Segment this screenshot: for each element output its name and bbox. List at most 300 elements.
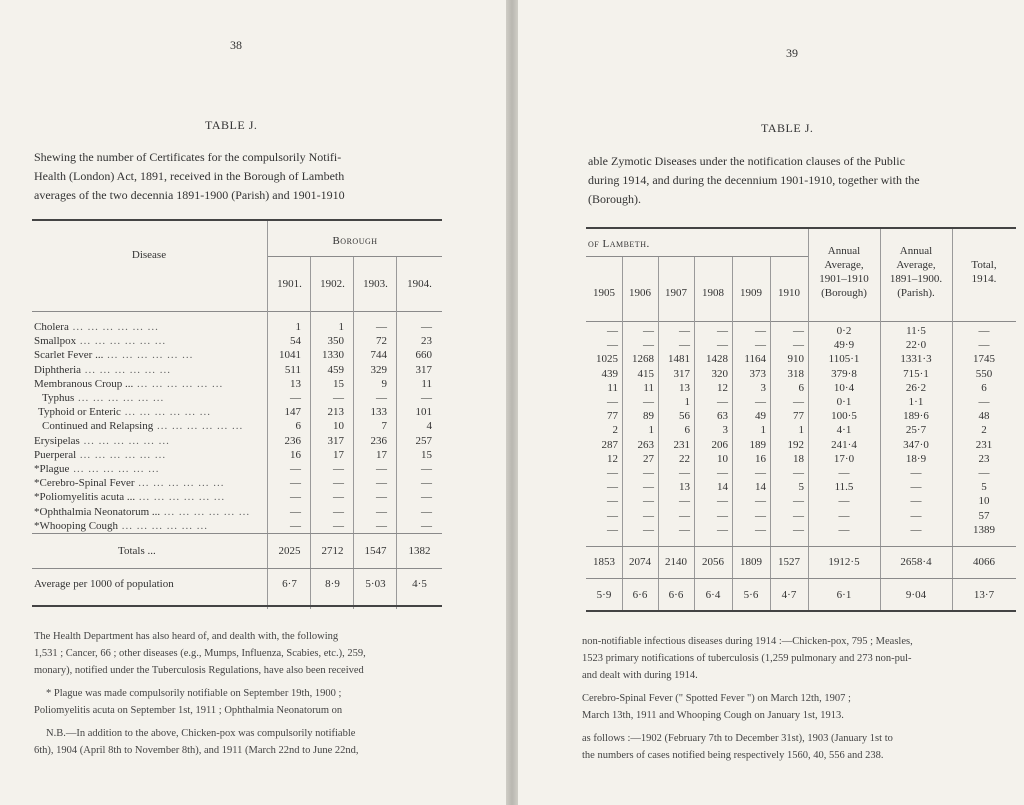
table-cell: 14 bbox=[717, 481, 728, 494]
table-cell: 1331·3 bbox=[900, 353, 932, 366]
table-cell: 1745 bbox=[973, 353, 995, 366]
table-cell: — bbox=[290, 463, 301, 475]
table-cell: — bbox=[838, 467, 850, 479]
table-cell: 26·2 bbox=[905, 381, 927, 394]
table-cell: 13 bbox=[679, 381, 690, 394]
table-cell: — bbox=[376, 477, 387, 490]
note-line: monary), notified under the Tuberculosis Regulations, have also been received bbox=[34, 665, 364, 676]
table-cell: — bbox=[755, 495, 766, 508]
table-cell: 63 bbox=[717, 410, 728, 423]
header-bottom-rule-left bbox=[32, 311, 442, 312]
of-lambeth-header: of Lambeth. bbox=[588, 238, 650, 250]
totals-cell: 1912·5 bbox=[828, 556, 860, 568]
table-cell: — bbox=[978, 325, 990, 337]
table-cell: — bbox=[421, 392, 432, 404]
table-cell: — bbox=[376, 392, 387, 404]
table-cell: 660 bbox=[415, 349, 432, 362]
table-cell: 13 bbox=[290, 377, 301, 390]
table-cell: 192 bbox=[787, 438, 804, 451]
disease-name: Typhus bbox=[42, 392, 75, 404]
disease-name: *Poliomyelitis acuta ... bbox=[34, 491, 136, 504]
table-cell: 48 bbox=[978, 410, 990, 423]
table-cell: 100·5 bbox=[831, 410, 857, 423]
table-row-label bbox=[34, 491, 264, 503]
table-cell: 77 bbox=[607, 410, 618, 423]
disease-name: Continued and Relapsing bbox=[42, 420, 154, 433]
year-header: 1907 bbox=[665, 287, 687, 299]
table-cell: — bbox=[793, 495, 804, 508]
leader-dots: ... ... ... ... ... ... bbox=[103, 349, 194, 362]
table-cell: — bbox=[421, 519, 432, 532]
table-row-label bbox=[34, 520, 264, 532]
table-cell: 147 bbox=[284, 406, 301, 419]
table-cell: — bbox=[755, 325, 766, 337]
totals-label: Totals ... bbox=[118, 545, 156, 557]
table-cell: 27 bbox=[643, 452, 654, 465]
table-cell: 459 bbox=[327, 363, 344, 376]
table-cell: — bbox=[643, 396, 654, 408]
header-line: 1914. bbox=[971, 273, 997, 285]
disease-name: Cholera bbox=[34, 321, 69, 333]
average-cell: 4·7 bbox=[781, 589, 797, 601]
table-cell: 10 bbox=[333, 420, 344, 433]
disease-name: *Whooping Cough bbox=[34, 519, 119, 532]
note-line: The Health Department has also heard of, and dealth with, the following bbox=[34, 631, 339, 642]
table-cell: 18 bbox=[793, 452, 804, 465]
totals-cell: 2025 bbox=[278, 545, 301, 557]
table-cell: — bbox=[643, 467, 654, 479]
note-line: Poliomyelitis acuta on September 1st, 1911 ; Ophthalmia Neonatorum on bbox=[34, 705, 343, 716]
table-cell: 0·2 bbox=[836, 325, 852, 337]
table-cell: — bbox=[910, 509, 922, 522]
table-cell: — bbox=[607, 481, 618, 494]
note-line: * Plague was made compulsorily notifiable on September 19th, 1900 ; bbox=[46, 688, 342, 699]
average-cell: 6·6 bbox=[668, 589, 684, 601]
table-cell: 231 bbox=[673, 438, 690, 451]
table-cell: — bbox=[679, 325, 690, 337]
table-cell: — bbox=[376, 463, 387, 475]
table-cell: 15 bbox=[421, 448, 432, 461]
table-cell: 54 bbox=[290, 335, 301, 348]
table-row-label bbox=[34, 435, 264, 447]
table-row-label bbox=[42, 392, 272, 404]
table-cell: — bbox=[717, 467, 728, 479]
note-line: March 13th, 1911 and Whooping Cough on January 1st, 1913. bbox=[582, 710, 844, 721]
table-cell: 1105·1 bbox=[828, 353, 860, 366]
table-cell: 49·9 bbox=[833, 339, 855, 352]
disease-name: Typhoid or Enteric bbox=[38, 406, 121, 419]
leader-dots: ... ... ... ... ... ... bbox=[81, 363, 172, 376]
note-line: 1,531 ; Cancer, 66 ; other diseases (e.g., Mumps, Influenza, Scabies, etc.), 259, bbox=[34, 648, 366, 659]
borough-underline bbox=[267, 256, 442, 257]
table-cell: — bbox=[376, 519, 387, 532]
totals-cell: 2140 bbox=[665, 556, 687, 568]
average-cell: 5·6 bbox=[743, 589, 759, 601]
table-row-label bbox=[34, 506, 264, 518]
table-cell: 10·4 bbox=[833, 381, 855, 394]
table-cell: 1 bbox=[798, 424, 804, 437]
table-cell: — bbox=[643, 339, 654, 352]
table-cell: 318 bbox=[787, 367, 804, 380]
table-cell: 4 bbox=[426, 420, 432, 433]
intro-line-1: able Zymotic Diseases under the notification clauses of the Public bbox=[588, 154, 905, 168]
leader-dots: ... ... ... ... ... ... bbox=[68, 321, 159, 333]
table-cell: — bbox=[290, 392, 301, 404]
table-cell: — bbox=[755, 467, 766, 479]
average-cell: 6·1 bbox=[836, 589, 852, 601]
leader-dots: ... ... ... ... ... ... bbox=[120, 406, 211, 419]
year-header: 1908 bbox=[702, 287, 724, 299]
disease-name: Scarlet Fever ... bbox=[34, 349, 104, 362]
table-cell: 1 bbox=[684, 396, 690, 408]
table-cell: — bbox=[607, 509, 618, 522]
disease-header: Disease bbox=[131, 249, 167, 261]
table-row-label bbox=[34, 364, 264, 376]
table-cell: — bbox=[838, 495, 850, 508]
table-cell: 263 bbox=[637, 438, 654, 451]
table-cell: 101 bbox=[415, 406, 432, 419]
header-line: Annual bbox=[899, 245, 933, 257]
table-cell: 11·5 bbox=[906, 325, 926, 337]
right-page bbox=[518, 0, 1024, 805]
table-cell: — bbox=[421, 463, 432, 475]
table-cell: — bbox=[333, 505, 344, 518]
table-cell: 347·0 bbox=[903, 438, 929, 451]
note-line: Cerebro-Spinal Fever (" Spotted Fever ") on March 12th, 1907 ; bbox=[582, 693, 851, 704]
table-cell: 17 bbox=[333, 448, 344, 461]
table-cell: 715·1 bbox=[903, 367, 929, 380]
table-cell: 1164 bbox=[744, 353, 766, 366]
intro-line-2: during 1914, and during the decennium 1901-1910, together with the bbox=[588, 173, 920, 187]
totals-top-rule-left bbox=[32, 533, 442, 534]
table-cell: 15 bbox=[333, 377, 344, 390]
table-cell: — bbox=[717, 509, 728, 522]
average-cell: 6·7 bbox=[282, 578, 297, 590]
year-header: 1906 bbox=[629, 287, 651, 299]
average-top-rule-right bbox=[586, 578, 1016, 579]
year-header: 1910 bbox=[778, 287, 800, 299]
table-row-label bbox=[34, 463, 264, 475]
table-cell: — bbox=[421, 477, 432, 490]
table-cell: — bbox=[793, 325, 804, 337]
disease-name: Erysipelas bbox=[34, 434, 80, 447]
table-cell: — bbox=[607, 325, 618, 337]
leader-dots: ... ... ... ... ... ... bbox=[118, 519, 209, 532]
table-cell: 1428 bbox=[706, 353, 728, 366]
disease-name: Puerperal bbox=[34, 448, 77, 461]
table-cell: 379·8 bbox=[831, 367, 857, 380]
table-cell: 25·7 bbox=[905, 424, 927, 437]
year-header: 1904. bbox=[407, 278, 432, 290]
header-line: Average, bbox=[896, 259, 936, 271]
table-cell: 11 bbox=[643, 381, 654, 394]
page-number-left: 38 bbox=[230, 38, 242, 52]
table-cell: 320 bbox=[711, 367, 728, 380]
table-cell: — bbox=[717, 523, 728, 536]
totals-cell: 2056 bbox=[702, 556, 724, 568]
table-cell: 744 bbox=[370, 349, 387, 362]
note-line: 6th), 1904 (April 8th to November 8th), and 1911 (March 22nd to June 22nd, bbox=[34, 745, 359, 756]
average-cell: 5·9 bbox=[596, 589, 612, 601]
totals-cell: 1527 bbox=[778, 556, 800, 568]
note-line: as follows :—1902 (February 7th to December 31st), 1903 (January 1st to bbox=[582, 733, 893, 744]
table-cell: 133 bbox=[370, 406, 387, 419]
table-cell: 13 bbox=[679, 481, 690, 494]
table-cell: 56 bbox=[679, 410, 690, 423]
table-cell: 1389 bbox=[973, 523, 995, 536]
table-cell: — bbox=[333, 491, 344, 504]
table-cell: — bbox=[376, 505, 387, 518]
totals-cell: 1547 bbox=[364, 545, 387, 557]
book-gutter bbox=[506, 0, 518, 805]
header-line: Annual bbox=[827, 245, 861, 257]
disease-name: *Ophthalmia Neonatorum ... bbox=[34, 505, 161, 518]
table-cell: 241·4 bbox=[831, 438, 857, 451]
table-cell: 12 bbox=[607, 452, 618, 465]
table-cell: 2 bbox=[612, 424, 618, 437]
note-line: N.B.—In addition to the above, Chicken-pox was compulsorily notifiable bbox=[46, 728, 356, 739]
table-cell: — bbox=[978, 339, 990, 352]
table-cell: — bbox=[607, 523, 618, 536]
borough-header: Borough bbox=[332, 235, 378, 247]
leader-dots: ... ... ... ... ... ... bbox=[160, 505, 251, 518]
table-cell: — bbox=[607, 495, 618, 508]
table-cell: 14 bbox=[755, 481, 766, 494]
totals-cell: 2658·4 bbox=[900, 556, 932, 568]
table-cell: — bbox=[679, 523, 690, 536]
table-cell: — bbox=[793, 396, 804, 408]
table-cell: 1481 bbox=[668, 353, 690, 366]
table-cell: 213 bbox=[327, 406, 344, 419]
table-cell: — bbox=[717, 396, 728, 408]
totals-cell: 1853 bbox=[593, 556, 615, 568]
table-row-label bbox=[34, 449, 264, 461]
table-cell: 49 bbox=[755, 410, 766, 423]
average-cell: 5·03 bbox=[365, 578, 386, 590]
table-cell: — bbox=[643, 325, 654, 337]
table-cell: — bbox=[755, 523, 766, 536]
table-cell: 189·6 bbox=[903, 410, 929, 423]
table-bottom-rule-right bbox=[586, 610, 1016, 612]
leader-dots: ... ... ... ... ... ... bbox=[76, 448, 167, 461]
table-cell: — bbox=[376, 321, 387, 333]
table-cell: — bbox=[793, 339, 804, 352]
year-header: 1903. bbox=[363, 278, 388, 290]
table-cell: 89 bbox=[643, 410, 654, 423]
table-cell: — bbox=[643, 495, 654, 508]
totals-cell: 2712 bbox=[321, 545, 344, 557]
table-cell: 439 bbox=[601, 367, 618, 380]
table-cell: 1330 bbox=[322, 349, 344, 362]
table-cell: 511 bbox=[284, 363, 301, 376]
table-cell: 0·1 bbox=[836, 396, 852, 408]
table-cell: 72 bbox=[376, 335, 387, 348]
intro-line-3: (Borough). bbox=[588, 192, 641, 206]
leader-dots: ... ... ... ... ... ... bbox=[133, 377, 224, 390]
leader-dots: ... ... ... ... ... ... bbox=[76, 335, 167, 348]
average-cell: 8·9 bbox=[325, 578, 340, 590]
table-row-label bbox=[34, 349, 264, 361]
average-cell: 9·04 bbox=[905, 589, 927, 601]
table-cell: — bbox=[679, 509, 690, 522]
left-page bbox=[0, 0, 506, 805]
table-cell: 16 bbox=[755, 452, 766, 465]
note-line: 1523 primary notifications of tuberculosis (1,259 pulmonary and 273 non-pul- bbox=[582, 653, 912, 664]
table-cell: — bbox=[910, 523, 922, 536]
table-cell: 1 bbox=[338, 321, 344, 333]
table-cell: — bbox=[793, 467, 804, 479]
totals-cell: 1382 bbox=[408, 545, 431, 557]
table-cell: 206 bbox=[711, 438, 728, 451]
table-cell: 7 bbox=[381, 420, 387, 433]
table-cell: — bbox=[607, 467, 618, 479]
totals-cell: 1809 bbox=[740, 556, 762, 568]
table-cell: — bbox=[978, 396, 990, 408]
table-cell: — bbox=[717, 495, 728, 508]
disease-name: Membranous Croup ... bbox=[34, 377, 134, 390]
table-cell: 1 bbox=[295, 321, 301, 333]
table-cell: 550 bbox=[975, 367, 993, 380]
leader-dots: ... ... ... ... ... ... bbox=[153, 420, 244, 433]
table-row-label bbox=[34, 477, 264, 489]
table-cell: — bbox=[290, 505, 301, 518]
year-header: 1905 bbox=[593, 287, 615, 299]
intro-line-3: averages of the two decennia 1891-1900 (Parish) and 1901-1910 bbox=[34, 188, 345, 202]
leader-dots: ... ... ... ... ... ... bbox=[69, 463, 160, 475]
average-cell: 4·5 bbox=[412, 578, 427, 590]
table-cell: — bbox=[333, 519, 344, 532]
annual-average-parish-header bbox=[880, 244, 952, 300]
table-cell: 231 bbox=[975, 438, 993, 451]
table-cell: — bbox=[679, 467, 690, 479]
table-cell: — bbox=[607, 339, 618, 352]
disease-name: *Cerebro-Spinal Fever bbox=[34, 477, 135, 490]
table-cell: 910 bbox=[787, 353, 804, 366]
table-cell: 236 bbox=[370, 434, 387, 447]
table-cell: — bbox=[607, 396, 618, 408]
table-cell: 1 bbox=[648, 424, 654, 437]
table-cell: — bbox=[421, 505, 432, 518]
table-cell: 329 bbox=[370, 363, 387, 376]
table-row-label bbox=[42, 420, 272, 432]
table-cell: 5 bbox=[981, 481, 987, 494]
table-cell: — bbox=[910, 495, 922, 508]
table-cell: 373 bbox=[749, 367, 766, 380]
leader-dots: ... ... ... ... ... ... bbox=[135, 491, 226, 504]
table-row-label bbox=[38, 406, 268, 418]
table-cell: — bbox=[376, 491, 387, 504]
table-cell: 9 bbox=[381, 377, 387, 390]
note-line: the numbers of cases notified being respectively 1560, 40, 556 and 238. bbox=[582, 750, 884, 761]
table-cell: — bbox=[838, 509, 850, 522]
table-cell: — bbox=[290, 477, 301, 490]
table-cell: 11 bbox=[421, 377, 432, 390]
disease-name: Diphtheria bbox=[34, 363, 82, 376]
table-cell: 5 bbox=[798, 481, 804, 494]
table-cell: — bbox=[717, 339, 728, 352]
header-line: 1901–1910 bbox=[819, 273, 869, 285]
table-cell: 350 bbox=[327, 335, 344, 348]
table-row-label bbox=[34, 321, 264, 333]
page-number-right: 39 bbox=[786, 46, 798, 60]
intro-line-1: Shewing the number of Certificates for the compulsorily Notifi- bbox=[34, 150, 342, 164]
table-cell: 23 bbox=[978, 452, 990, 465]
table-cell: — bbox=[755, 339, 766, 352]
table-cell: — bbox=[421, 321, 432, 333]
table-cell: 11.5 bbox=[834, 481, 854, 494]
header-line: Total, bbox=[971, 259, 997, 271]
table-cell: 1041 bbox=[279, 349, 301, 362]
table-cell: 3 bbox=[722, 424, 728, 437]
average-top-rule-left bbox=[32, 568, 442, 569]
table-cell: 10 bbox=[978, 495, 990, 508]
table-cell: — bbox=[910, 481, 922, 494]
disease-name: Smallpox bbox=[34, 335, 77, 348]
annual-average-borough-header bbox=[808, 244, 880, 300]
table-cell: 317 bbox=[673, 367, 690, 380]
table-cell: — bbox=[679, 495, 690, 508]
totals-cell: 4066 bbox=[973, 556, 995, 568]
header-line: (Borough) bbox=[821, 287, 867, 299]
table-cell: — bbox=[755, 396, 766, 408]
average-cell: 6·4 bbox=[705, 589, 721, 601]
leader-dots: ... ... ... ... ... ... bbox=[134, 477, 225, 490]
table-cell: 57 bbox=[978, 509, 990, 522]
table-cell: — bbox=[838, 523, 850, 536]
table-row-label bbox=[34, 378, 264, 390]
lambeth-underline bbox=[586, 256, 808, 257]
table-cell: 317 bbox=[415, 363, 432, 376]
table-cell: — bbox=[755, 509, 766, 522]
table-cell: 2 bbox=[981, 424, 987, 437]
table-cell: — bbox=[290, 519, 301, 532]
header-line: Average, bbox=[824, 259, 864, 271]
table-cell: — bbox=[421, 491, 432, 504]
header-line: (Parish). bbox=[897, 287, 935, 299]
table-cell: 189 bbox=[749, 438, 766, 451]
table-cell: 22 bbox=[679, 452, 690, 465]
table-title-left: TABLE J. bbox=[205, 118, 258, 132]
table-cell: 22·0 bbox=[905, 339, 927, 352]
table-cell: — bbox=[717, 325, 728, 337]
table-cell: 6 bbox=[295, 420, 301, 433]
table-cell: 6 bbox=[684, 424, 690, 437]
table-cell: — bbox=[643, 481, 654, 494]
disease-name: *Plague bbox=[34, 463, 70, 475]
table-cell: 17 bbox=[376, 448, 387, 461]
average-cell: 6·6 bbox=[632, 589, 648, 601]
table-title-right: TABLE J. bbox=[761, 121, 814, 135]
table-cell: 12 bbox=[717, 381, 728, 394]
table-cell: 3 bbox=[760, 381, 766, 394]
table-cell: — bbox=[333, 392, 344, 404]
table-cell: — bbox=[910, 467, 922, 479]
table-cell: — bbox=[679, 339, 690, 352]
table-cell: 18·9 bbox=[905, 452, 927, 465]
table-cell: 257 bbox=[415, 434, 432, 447]
table-cell: — bbox=[978, 467, 990, 479]
table-row-label bbox=[34, 335, 264, 347]
table-top-rule-left bbox=[32, 219, 442, 221]
table-cell: 16 bbox=[290, 448, 301, 461]
table-cell: 6 bbox=[798, 381, 804, 394]
table-cell: — bbox=[793, 509, 804, 522]
table-cell: 415 bbox=[637, 367, 654, 380]
leader-dots: ... ... ... ... ... ... bbox=[74, 392, 165, 404]
intro-line-2: Health (London) Act, 1891, received in the Borough of Lambeth bbox=[34, 169, 345, 183]
totals-cell: 2074 bbox=[629, 556, 651, 568]
note-line: and dealt with during 1914. bbox=[582, 670, 698, 681]
